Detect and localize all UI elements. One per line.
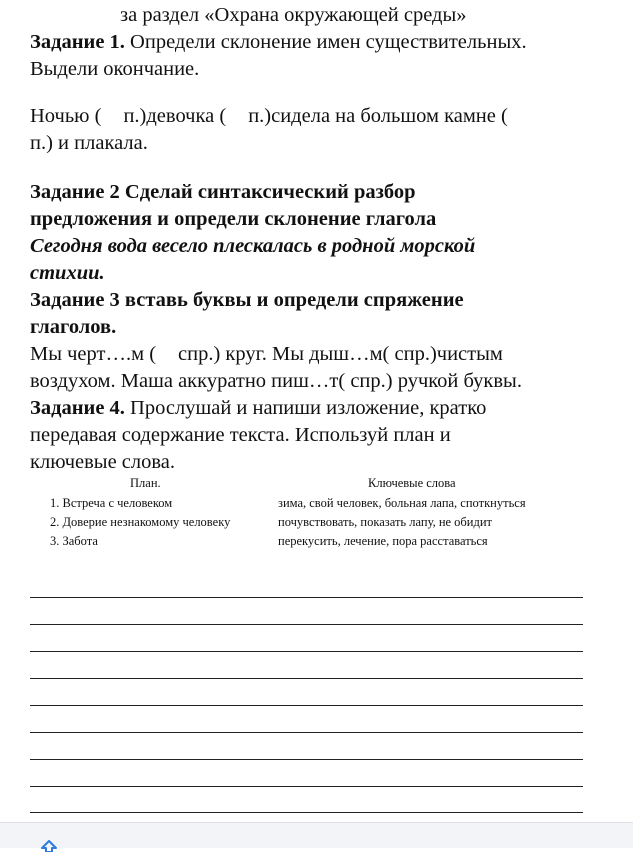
plan-item: 1. Встреча с человеком (50, 496, 173, 510)
writing-line (30, 732, 583, 733)
section-header-text: за раздел «Охрана окружающей среды» (120, 4, 467, 26)
task1-sentence-line2 (30, 130, 148, 156)
task1-line1 (30, 29, 527, 55)
plan-item: 3. Забота (50, 534, 98, 548)
task1-title: Задание 1. (30, 31, 125, 53)
task2-line2 (30, 206, 436, 232)
task1-sentence-line1 (30, 103, 508, 129)
task3-line1 (30, 287, 464, 313)
bottom-toolbar (0, 822, 633, 848)
task1-line2 (30, 56, 199, 82)
task1-sentence-p3: п.)сидела на большом камне ( (248, 105, 508, 127)
task2-italic-line2: стихии. (30, 262, 105, 284)
task4-text-line1: Прослушай и напиши изложение, кратко (124, 397, 487, 419)
task3-title-line2: глаголов. (30, 316, 117, 338)
task2-line1 (30, 179, 415, 205)
task1-text-line1: Определи склонение имен существительных. (124, 31, 527, 53)
writing-line (30, 624, 583, 625)
plan-keywords: перекусить, лечение, пора расставаться (278, 534, 488, 548)
writing-line (30, 597, 583, 598)
plan-keywords: зима, свой человек, больная лапа, споткнуться (278, 496, 526, 510)
writing-line (30, 759, 583, 760)
task3-exercise-line1 (30, 341, 503, 367)
task1-sentence-line2-text: п.) и плакала. (30, 132, 148, 154)
task2-sentence-line1 (30, 233, 475, 259)
plan-item: 2. Доверие незнакомому человеку (50, 515, 231, 529)
task3-title-line1: Задание 3 вставь буквы и определи спряжение (30, 289, 464, 311)
task2-sentence-line2 (30, 260, 105, 286)
task3-exercise-line2 (30, 368, 522, 394)
task2-title-line2: предложения и определи склонение глагола (30, 208, 437, 230)
task4-line3 (30, 449, 175, 475)
task3-line2 (30, 314, 116, 340)
writing-line (30, 705, 583, 706)
arrow-up-icon[interactable] (40, 839, 58, 851)
plan-row (50, 494, 590, 513)
writing-line (30, 786, 583, 787)
task2-title-line1: Задание 2 Сделай синтаксический разбор (30, 181, 416, 203)
writing-line (30, 651, 583, 652)
task3-ex-line1-p2: спр.) круг. Мы дыш…м( спр.)чистым (178, 343, 503, 365)
keywords-header: Ключевые слова (368, 476, 456, 490)
task3-ex-line2: воздухом. Маша аккуратно пиш…т( спр.) ручкой буквы. (30, 370, 522, 392)
task1-text-line2: Выдели окончание. (30, 58, 200, 80)
task4-line2 (30, 422, 451, 448)
plan-header: План. (130, 476, 161, 490)
section-header (120, 2, 467, 28)
task4-line1 (30, 395, 486, 421)
task3-ex-line1-p1: Мы черт….м ( (30, 343, 157, 365)
plan-row (50, 513, 590, 532)
task1-sentence-p2: п.)девочка ( (123, 105, 227, 127)
task4-text-line2: передавая содержание текста. Используй план и (30, 424, 451, 446)
task4-text-line3: ключевые слова. (30, 451, 176, 473)
task2-italic-line1: Сегодня вода весело плескалась в родной морской (30, 235, 476, 257)
plan-keywords: почувствовать, показать лапу, не обидит (278, 515, 492, 529)
task1-sentence-p1: Ночью ( (30, 105, 102, 127)
writing-line (30, 678, 583, 679)
plan-row (50, 532, 590, 551)
writing-line (30, 812, 583, 813)
task4-title: Задание 4. (30, 397, 125, 419)
